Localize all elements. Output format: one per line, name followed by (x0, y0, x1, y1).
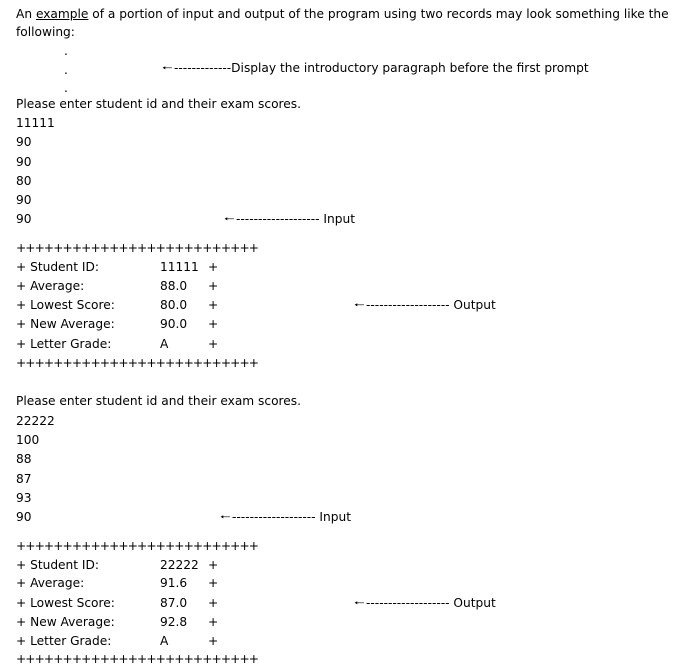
row-label: + Average: (16, 279, 85, 293)
output-border-top: ++++++++++++++++++++++++++ (16, 241, 259, 255)
row-value: 91.6 (160, 576, 188, 590)
left-arrow-icon: 🠐 (354, 298, 365, 312)
input-annotation: 🠐 ------------------- Input (220, 510, 351, 524)
row-label: + Student ID: (16, 558, 100, 572)
input-line: 100 (16, 433, 40, 447)
row-end: + (208, 260, 219, 274)
row-end: + (208, 596, 219, 610)
row-label: + Lowest Score: (16, 596, 115, 610)
left-arrow-icon: 🠐 (162, 61, 173, 75)
row-value: A (160, 634, 169, 648)
row-end: + (208, 634, 219, 648)
output-annotation: 🠐 ------------------- Output (354, 596, 496, 610)
row-end: + (208, 298, 219, 312)
left-arrow-icon: 🠐 (220, 510, 231, 524)
input-line: 11111 (16, 116, 55, 130)
input-line: 80 (16, 174, 32, 188)
row-value: 88.0 (160, 279, 188, 293)
row-value: 22222 (160, 558, 199, 572)
row-value: 11111 (160, 260, 199, 274)
output-border-bottom: ++++++++++++++++++++++++++ (16, 356, 259, 370)
input-line: 88 (16, 452, 32, 466)
input-line: 93 (16, 491, 32, 505)
prompt-text: Please enter student id and their exam scores. (16, 394, 302, 408)
row-label: + New Average: (16, 317, 115, 331)
row-value: 87.0 (160, 596, 188, 610)
row-label: + Letter Grade: (16, 337, 112, 351)
row-value: 80.0 (160, 298, 188, 312)
input-line: 90 (16, 193, 32, 207)
row-value: 90.0 (160, 317, 188, 331)
intro-line-2: following: (16, 25, 75, 39)
row-end: + (208, 615, 219, 629)
input-line: 90 (16, 212, 32, 226)
output-border-bottom: ++++++++++++++++++++++++++ (16, 652, 259, 666)
input-line: 90 (16, 155, 32, 169)
row-end: + (208, 317, 219, 331)
row-end: + (208, 279, 219, 293)
row-label: + Letter Grade: (16, 634, 112, 648)
input-line: 90 (16, 135, 32, 149)
input-line: 22222 (16, 414, 55, 428)
output-annotation: 🠐 ------------------- Output (354, 298, 496, 312)
row-end: + (208, 337, 219, 351)
input-line: 87 (16, 472, 32, 486)
output-border-top: ++++++++++++++++++++++++++ (16, 539, 259, 553)
row-value: A (160, 337, 169, 351)
left-arrow-icon: 🠐 (224, 212, 235, 226)
display-annotation: 🠐 -------------Display the introductory paragraph before the first prompt (162, 61, 589, 75)
row-label: + Average: (16, 576, 85, 590)
row-label: + New Average: (16, 615, 115, 629)
example-link[interactable]: example (35, 7, 89, 21)
row-end: + (208, 558, 219, 572)
row-label: + Student ID: (16, 260, 100, 274)
row-label: + Lowest Score: (16, 298, 115, 312)
input-line: 90 (16, 510, 32, 524)
intro-line-1: An example of a portion of input and output of the program using two records may look something like the (16, 7, 669, 21)
ellipsis-dot: . (64, 63, 68, 77)
input-annotation: 🠐 ------------------- Input (224, 212, 355, 226)
row-value: 92.8 (160, 615, 188, 629)
ellipsis-dot: . (64, 81, 68, 95)
left-arrow-icon: 🠐 (354, 596, 365, 610)
row-end: + (208, 576, 219, 590)
ellipsis-dot: . (64, 44, 68, 58)
prompt-text: Please enter student id and their exam scores. (16, 97, 302, 111)
